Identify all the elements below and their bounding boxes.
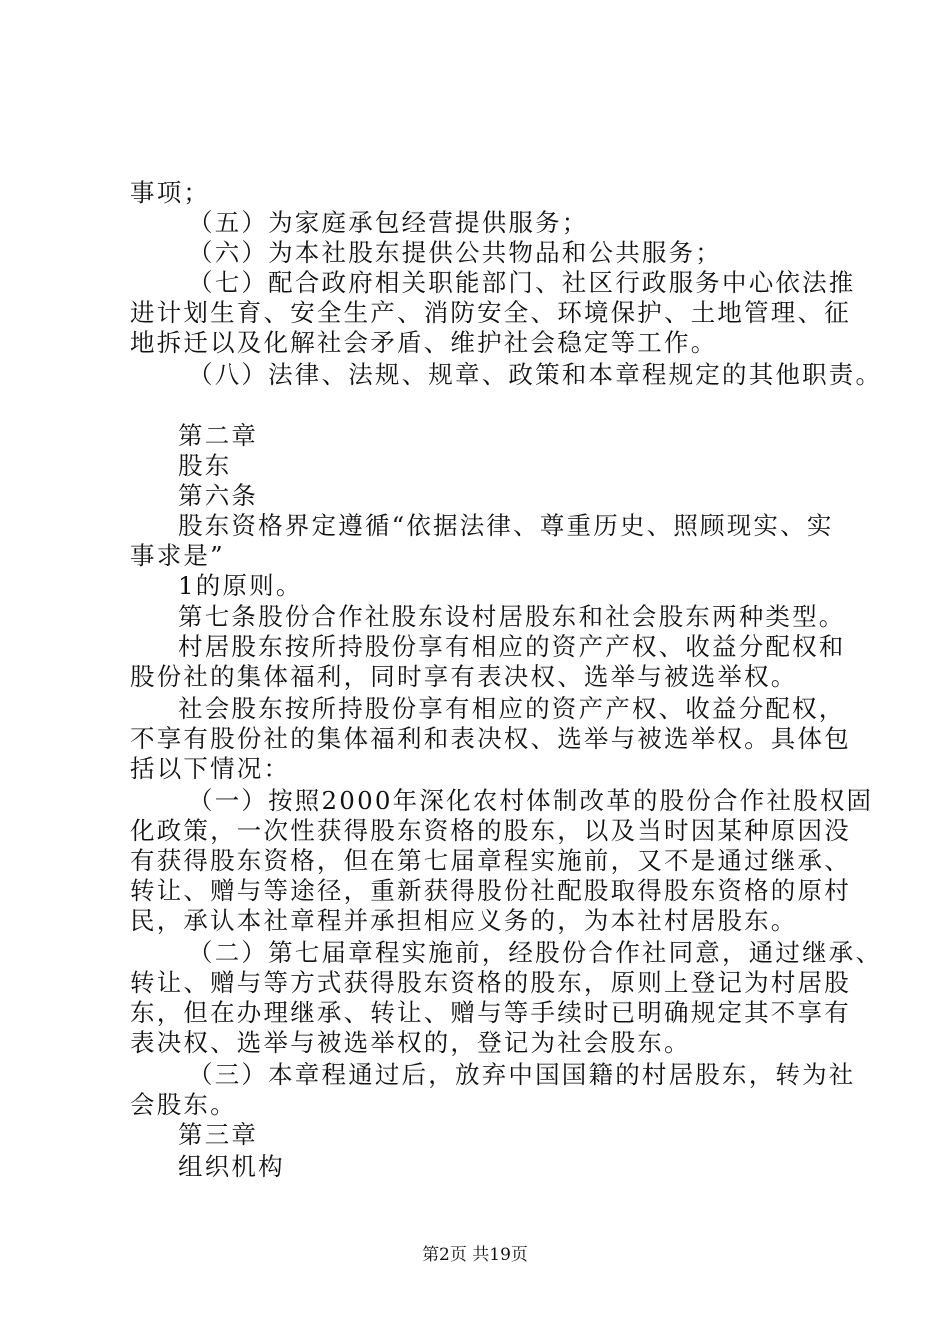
- text-line: 第七条股份合作社股东设村居股东和社会股东两种类型。: [178, 602, 846, 631]
- text-line: （一）按照2000年深化农村体制改革的股份合作社股权固: [188, 786, 874, 815]
- text-line: 1的原则。: [178, 571, 303, 600]
- text-line: 东，但在办理继承、转让、赠与等手续时已明确规定其不享有: [130, 998, 851, 1027]
- text-line: 进计划生育、安全生产、消防安全、环境保护、土地管理、征: [130, 298, 851, 327]
- chapter-title: 股东: [178, 451, 232, 480]
- text-line: 事项；: [130, 178, 211, 207]
- page-footer: 第2页 共19页: [422, 1245, 528, 1265]
- text-line: 股东资格界定遵循“依据法律、尊重历史、照顾现实、实: [178, 511, 834, 540]
- text-line: 表决权、选举与被选举权的，登记为社会股东。: [130, 1028, 691, 1057]
- text-line: 事求是”: [130, 541, 225, 570]
- text-line: 地拆迁以及化解社会矛盾、维护社会稳定等工作。: [130, 328, 718, 357]
- chapter-title: 组织机构: [178, 1152, 285, 1181]
- text-line: 社会股东按所持股份享有相应的资产产权、收益分配权，: [178, 694, 846, 723]
- text-line: 不享有股份社的集体福利和表决权、选举与被选举权。具体包: [130, 724, 851, 753]
- chapter-heading: 第三章: [178, 1120, 259, 1149]
- text-line: （六）为本社股东提供公共物品和公共服务；: [188, 238, 722, 267]
- text-line: 有获得股东资格，但在第七届章程实施前，又不是通过继承、: [130, 846, 851, 875]
- text-line: （三）本章程通过后，放弃中国国籍的村居股东，转为社: [188, 1060, 856, 1089]
- chapter-heading: 第二章: [178, 421, 259, 450]
- text-line: （二）第七届章程实施前，经股份合作社同意，通过继承、: [188, 938, 883, 967]
- article-heading: 第六条: [178, 481, 259, 510]
- text-line: 转让、赠与等方式获得股东资格的股东，原则上登记为村居股: [130, 968, 851, 997]
- text-line: 股份社的集体福利，同时享有表决权、选举与被选举权。: [130, 662, 798, 691]
- text-line: 村居股东按所持股份享有相应的资产产权、收益分配权和: [178, 632, 846, 661]
- text-line: 民，承认本社章程并承担相应义务的，为本社村居股东。: [130, 906, 798, 935]
- text-line: 会股东。: [130, 1090, 237, 1119]
- text-line: 化政策，一次性获得股东资格的股东，以及当时因某种原因没: [130, 816, 851, 845]
- text-line: （七）配合政府相关职能部门、社区行政服务中心依法推: [188, 268, 856, 297]
- text-line: （八）法律、法规、规章、政策和本章程规定的其他职责。: [188, 360, 883, 389]
- text-line: 括以下情况：: [130, 754, 291, 783]
- text-line: （五）为家庭承包经营提供服务；: [188, 208, 589, 237]
- text-line: 转让、赠与等途径，重新获得股份社配股取得股东资格的原村: [130, 876, 851, 905]
